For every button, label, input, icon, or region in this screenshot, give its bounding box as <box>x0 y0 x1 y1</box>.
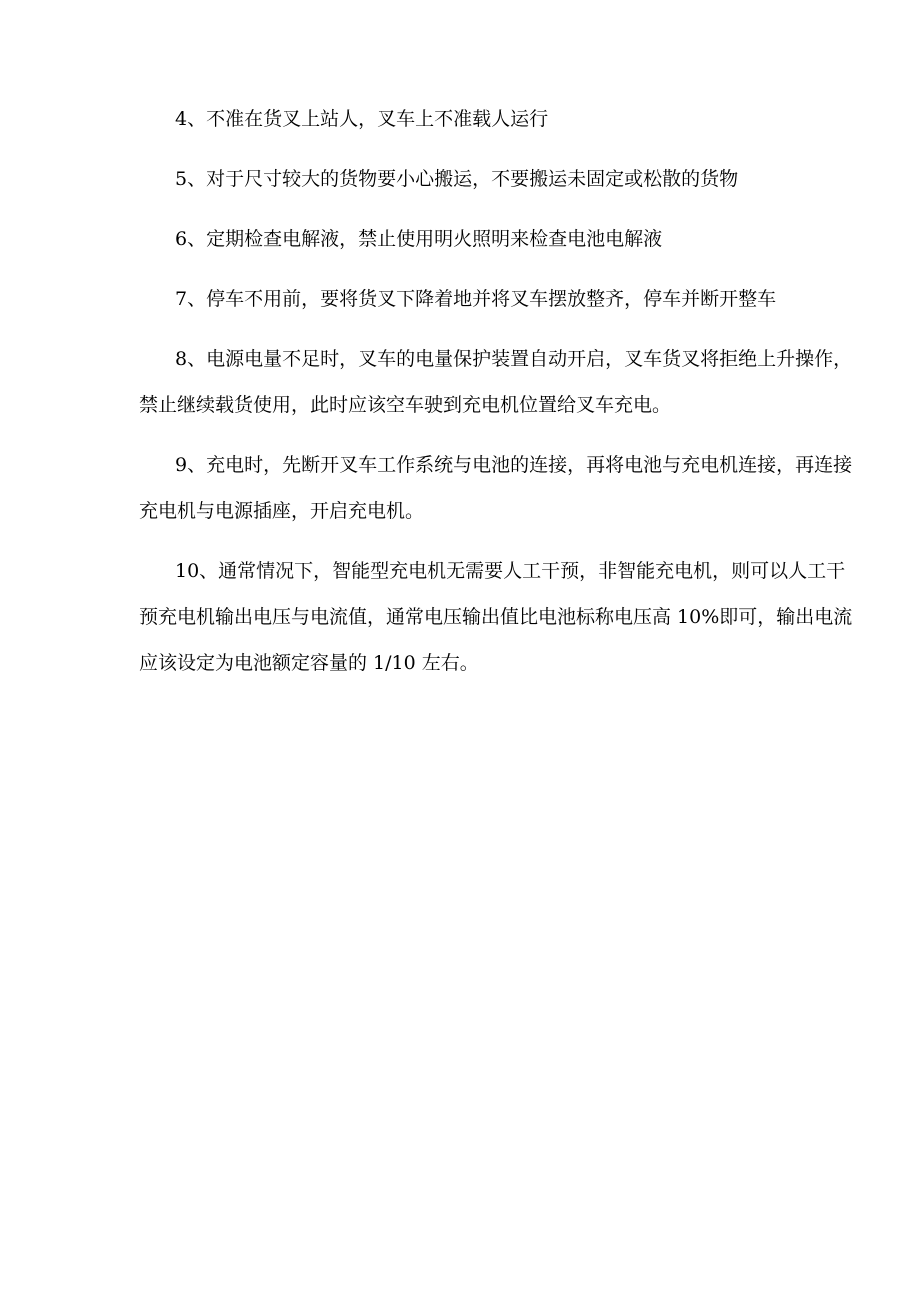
paragraph-rule-10: 10、通常情况下，智能型充电机无需要人工干预，非智能充电机，则可以人工干预充电机输出电压与电流值，通常电压输出值比电池标称电压高 10%即可，输出电流应该设定为电池额定容量的 1/10 左右。 <box>139 560 853 674</box>
paragraph-rule-4: 4、不准在货叉上站人，叉车上不准载人运行 <box>175 108 549 130</box>
paragraph-rule-6: 6、定期检查电解液，禁止使用明火照明来检查电池电解液 <box>175 228 663 250</box>
paragraph-rule-5: 5、对于尺寸较大的货物要小心搬运，不要搬运未固定或松散的货物 <box>175 168 739 190</box>
document-body <box>139 96 859 700</box>
paragraph-rule-7: 7、停车不用前，要将货叉下降着地并将叉车摆放整齐，停车并断开整车 <box>175 288 777 310</box>
paragraph-rule-9: 9、充电时，先断开叉车工作系统与电池的连接，再将电池与充电机连接，再连接充电机与电源插座，开启充电机。 <box>139 454 853 522</box>
paragraph-rule-8: 8、电源电量不足时，叉车的电量保护装置自动开启，叉车货叉将拒绝上升操作，禁止继续载货使用，此时应该空车驶到充电机位置给叉车充电。 <box>139 348 853 416</box>
